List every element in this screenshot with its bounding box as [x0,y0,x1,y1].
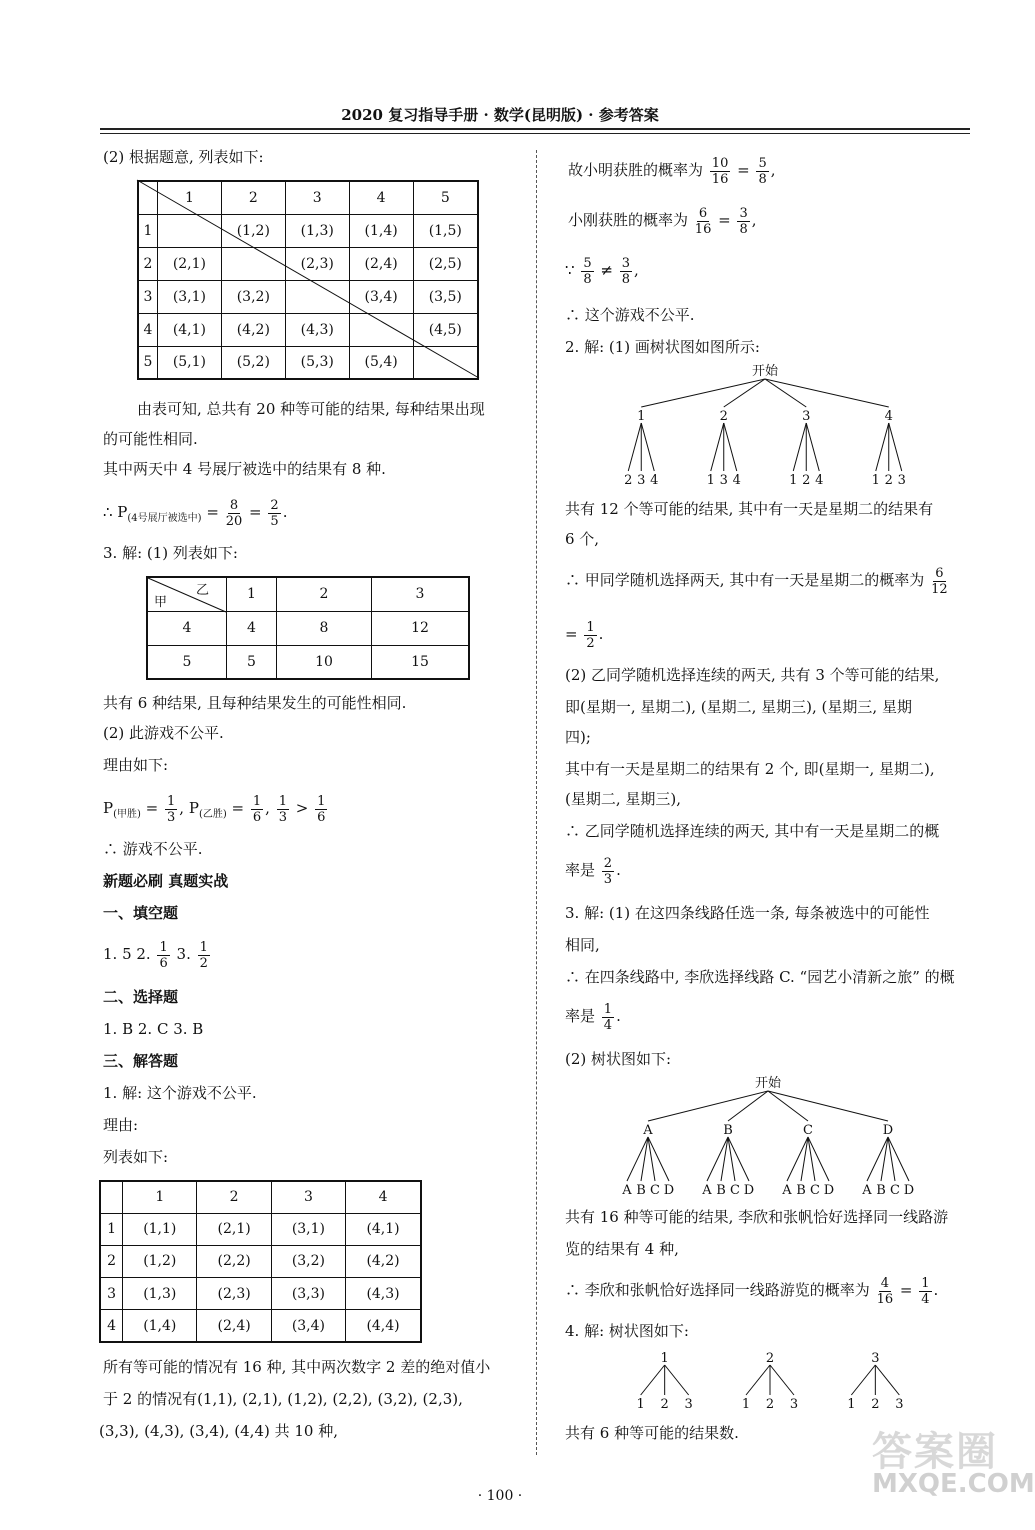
tree-edge [648,1091,768,1121]
table-cell: (1,2) [123,1245,197,1277]
tree-branch-label: C [803,1123,813,1138]
tree-edge [768,1091,888,1121]
fraction: $\frac{1}{2}$ [586,619,595,651]
choice-answers: 1. B 2. C 3. B [103,1020,204,1038]
tree-edge [765,379,889,407]
fraction: $\frac{3}{8}$ [739,205,748,237]
fraction: $\frac{4}{16}$ [876,1275,894,1307]
tree-diagram-1 [600,362,930,490]
row-header: 4 [138,313,157,346]
question-4-title: 4. 解: 树状图如下: [565,1322,689,1340]
prob-prefix: ∴ P [103,503,128,521]
tree-leaf-label: 2 [624,473,633,488]
text-line: 共有 6 种等可能的结果数. [565,1424,739,1442]
col-header: 3 [371,577,469,611]
tree-leaf-label: 4 [732,473,741,488]
probability-line: = $\frac{1}{2}$ . [565,619,604,651]
table-cell: 10 [277,645,372,679]
fraction: $\frac{8}{20}$ [225,497,243,529]
text-line: (星期二, 星期三), [565,790,682,808]
tree-leaf-label: D [743,1183,755,1198]
col-header [100,1181,123,1213]
tree-edge [876,423,889,471]
table-cell: (2,3) [197,1278,271,1310]
text-line: ∴ 这个游戏不公平. [565,306,695,324]
tree-branch-label: 1 [660,1351,669,1366]
tree-leaf-label: 2 [765,1397,775,1412]
table-cell: (4,3) [346,1278,421,1310]
col-header: 1 [227,577,277,611]
fraction: $\frac{1}{3}$ [167,793,176,825]
table-cell: (5,4) [349,346,413,379]
table-cell: (2,4) [349,247,413,280]
row-header: 2 [100,1245,123,1277]
row-header: 4 [147,611,227,645]
column-divider [536,150,537,1455]
table-cell: (2,5) [413,247,478,280]
text-line: (2) 树状图如下: [565,1050,672,1068]
text-line: 6 个, [565,530,600,548]
text-line: 览的结果有 4 种, [565,1240,679,1258]
table-cell: (2,1) [157,247,221,280]
tree-leaf-label: 1 [636,1397,645,1412]
tree-leaf-label: 2 [884,473,893,488]
text-line: 理由如下: [103,756,169,774]
table-cell: (2,2) [197,1245,271,1277]
text-line: 所有等可能的情况有 16 种, 其中两次数字 2 差的绝对值小 [103,1358,491,1376]
table-cell: (4,1) [157,313,221,346]
table-cell: (4,1) [346,1213,421,1245]
text-line: 的可能性相同. [103,430,198,448]
comparison-line: ∵ $\frac{5}{8}$ ≠ $\frac{3}{8}$ , [565,255,639,287]
tree-leaf-label: 3 [897,473,906,488]
table-cell: (4,3) [285,313,349,346]
table-cell: (1,2) [221,214,285,247]
tree-leaf-label: 3 [719,473,728,488]
text-line: ∴ 游戏不公平. [103,840,203,858]
table-cell: (5,1) [157,346,221,379]
tree-branch-label: 4 [884,409,893,424]
tree-leaf-label: C [730,1183,740,1198]
col-header: 3 [285,181,349,214]
fraction: $\frac{1}{6}$ [317,793,326,825]
col-header: 4 [349,181,413,214]
probability-line: 率是 $\frac{1}{4}$ . [565,1001,621,1033]
tree-leaf-label: 3 [789,1397,799,1412]
table-cell: (3,2) [221,280,285,313]
tree-branch-label: 3 [802,409,811,424]
tree-edge [793,423,806,471]
probability-line: 故小明获胜的概率为 $\frac{10}{16}$ = $\frac{5}{8}$ , [568,155,776,187]
col-header: 5 [413,181,478,214]
table-diagonal [137,180,479,378]
tree-branch-label: 3 [871,1351,880,1366]
table-cell: (1,1) [123,1213,197,1245]
text-line: 共有 12 个等可能的结果, 其中有一天是星期二的结果有 [565,500,934,518]
tree-leaf-label: B [876,1183,886,1198]
table-cell: 5 [227,645,277,679]
fraction: $\frac{1}{4}$ [921,1275,930,1307]
fraction: $\frac{6}{12}$ [931,565,948,597]
tree-leaf-label: B [636,1183,646,1198]
table-cell: (4,4) [346,1310,421,1342]
row-header: 2 [138,247,157,280]
tree-edge [628,423,641,471]
fill-answers: 1. 5 2. $\frac{1}{6}$ 3. $\frac{1}{2}$ [103,939,208,971]
table-cell: (3,1) [271,1213,345,1245]
tree-leaf-label: 1 [706,473,715,488]
col-header: 2 [197,1181,271,1213]
tree-branch-label: A [643,1123,653,1138]
tree-edge [889,423,902,471]
table-cell: (1,4) [123,1310,197,1342]
fraction: $\frac{10}{16}$ [711,155,729,187]
probability-line: 率是 $\frac{2}{3}$ . [565,855,621,887]
tree-edge [641,379,765,407]
table-cell: (2,3) [285,247,349,280]
col-header: 3 [271,1181,345,1213]
tree-diagram-3 [612,1350,928,1412]
fraction: $\frac{2}{3}$ [603,855,613,887]
row-header: 3 [138,280,157,313]
text-line: 共有 6 种结果, 且每种结果发生的可能性相同. [103,694,407,712]
text-line: 3. 解: (1) 在这四条线路任选一条, 每条被选中的可能性 [565,904,930,922]
tree-leaf-label: 1 [789,473,798,488]
tree-branch-label: 1 [637,409,646,424]
outcome-table-4x4 [99,1180,422,1343]
tree-edge [875,1365,899,1395]
probability-line: $P_{(甲胜)}$ = $\frac{1}{3}$ , $P_{(乙胜)}$ = $\frac{1}{6}$ , $\frac{1}{3}$ > $\frac{1}{6}$ [103,793,326,825]
col-header: 4 [346,1181,421,1213]
tree-edge [770,1365,794,1395]
table-cell: (5,2) [221,346,285,379]
row-header: 4 [100,1310,123,1342]
text-line: 其中有一天是星期二的结果有 2 个, 即(星期一, 星期二), [565,760,935,778]
tree-edge [711,423,724,471]
fraction: $\frac{1}{6}$ [159,939,168,971]
table-cell: (3,4) [349,280,413,313]
tree-leaf-label: 3 [895,1397,904,1412]
table-cell: (3,1) [157,280,221,313]
text-line: 于 2 的情况有(1,1), (2,1), (1,2), (2,2), (3,2), (2,3), [103,1390,463,1408]
col-header: 2 [221,181,285,214]
tree-branch-label: B [723,1123,733,1138]
tree-leaf-label: C [650,1183,660,1198]
table-cell: (3,5) [413,280,478,313]
row-header: 1 [138,214,157,247]
col-header: 1 [157,181,221,214]
sub-section-title: 三、解答题 [103,1052,179,1070]
table-cell: (3,4) [271,1310,345,1342]
tree-leaf-label: 3 [684,1397,693,1412]
tree-leaf-label: A [702,1183,712,1198]
table-cell: (1,4) [349,214,413,247]
tree-root-label: 开始 [751,364,779,379]
text-line: 其中两天中 4 号展厅被选中的结果有 8 种. [103,460,386,478]
tree-branch-label: D [882,1123,894,1138]
table-cell: (4,2) [221,313,285,346]
table-cell: (1,5) [413,214,478,247]
text-line: 四); [565,728,591,746]
probability-line: ∴ $P_{(4号展厅被选中)}$ = $\frac{8}{20}$ = $\frac{2}{5}$ . [103,497,288,529]
text-line: (3,3), (4,3), (3,4), (4,4) 共 10 种, [99,1422,339,1440]
fraction: $\frac{1}{4}$ [603,1001,613,1033]
text-line: (2) 此游戏不公平. [103,724,224,742]
tree-leaf-label: 2 [660,1397,669,1412]
table-cell: (2,1) [197,1213,271,1245]
fraction: $\frac{2}{5}$ [270,497,279,529]
table-cell: (1,3) [123,1278,197,1310]
tree-leaf-label: 4 [815,473,824,488]
row-header: 5 [138,346,157,379]
page-number: · 100 · [477,1488,523,1504]
tree-leaf-label: A [782,1183,792,1198]
tree-diagram-2 [608,1074,928,1198]
tree-branch-label: 2 [765,1351,775,1366]
fraction: $\frac{5}{8}$ [583,255,592,287]
tree-leaf-label: 1 [871,473,880,488]
p2-intro: (2) 根据题意, 列表如下: [103,148,264,166]
tree-leaf-label: 1 [741,1397,751,1412]
probability-line: 小刚获胜的概率为 $\frac{6}{16}$ = $\frac{3}{8}$ , [568,205,757,237]
text-line: 理由: [103,1116,139,1134]
table-cell: 4 [227,611,277,645]
table-cell: (3,2) [271,1245,345,1277]
fraction: $\frac{1}{2}$ [199,939,208,971]
tree-leaf-label: D [823,1183,835,1198]
text-line: 列表如下: [103,1148,169,1166]
table-cell: (4,5) [413,313,478,346]
question-2-title: 2. 解: (1) 画树状图如图所示: [565,338,760,356]
corner-cell: 甲 乙 [147,577,227,611]
fraction: $\frac{5}{8}$ [758,155,767,187]
text-line: 1. 解: 这个游戏不公平. [103,1084,257,1102]
tree-edge [641,423,654,471]
text-line: 共有 16 种等可能的结果, 李欣和张帆恰好选择同一线路游 [565,1208,949,1226]
text-line: 相同, [565,936,600,954]
row-header: 5 [147,645,227,679]
table-cell: (1,3) [285,214,349,247]
watermark-logo: 答案圈 MXQE.COM [872,1429,1035,1499]
table-cell: (5,3) [285,346,349,379]
text-line: ∴ 乙同学随机选择连续的两天, 其中有一天是星期二的概 [565,822,940,840]
probability-line: ∴ 李欣和张帆恰好选择同一线路游览的概率为 $\frac{4}{16}$ = $\frac{1}{4}$ . [565,1275,939,1307]
product-table [146,576,470,680]
col-header: 1 [123,1181,197,1213]
question-3-title: 3. 解: (1) 列表如下: [103,544,238,562]
text-line: ∴ 在四条线路中, 李欣选择线路 C. “园艺小清新之旅” 的概 [565,968,955,986]
row-header: 3 [100,1278,123,1310]
table-cell: 8 [277,611,372,645]
tree-edge [806,423,819,471]
tree-branch-label: 2 [719,409,728,424]
fraction: $\frac{3}{8}$ [621,255,631,287]
tree-leaf-label: 3 [637,473,646,488]
tree-leaf-label: 1 [847,1397,856,1412]
col-header: 2 [277,577,372,611]
fraction: $\frac{1}{3}$ [278,793,287,825]
row-header: 1 [100,1213,123,1245]
tree-edge [724,423,737,471]
page-header: 2020 复习指导手册 · 数学(昆明版) · 参考答案 [341,106,659,124]
tree-edge [641,1365,665,1395]
section-title: 新题必刷 真题实战 [103,872,229,890]
tree-leaf-label: 4 [650,473,659,488]
table-cell: (4,2) [346,1245,421,1277]
sub-section-title: 一、填空题 [103,904,179,922]
probability-line: ∴ 甲同学随机选择两天, 其中有一天是星期二的概率为 $\frac{6}{12}$ [565,565,948,597]
tree-leaf-label: C [810,1183,820,1198]
fraction: $\frac{1}{6}$ [252,793,262,825]
tree-leaf-label: 2 [871,1397,880,1412]
table-cell: 15 [371,645,469,679]
tree-leaf-label: D [663,1183,675,1198]
text-line: 即(星期一, 星期二), (星期二, 星期三), (星期三, 星期 [565,698,912,716]
tree-edge [851,1365,875,1395]
header-rule-thin [100,133,970,134]
text-line: (2) 乙同学随机选择连续的两天, 共有 3 个等可能的结果, [565,666,940,684]
tree-leaf-label: C [890,1183,900,1198]
tree-edge [746,1365,770,1395]
sub-section-title: 二、选择题 [103,988,179,1006]
tree-leaf-label: B [796,1183,806,1198]
table-cell: (2,4) [197,1310,271,1342]
text-line: 由表可知, 总共有 20 种等可能的结果, 每种结果出现 [137,400,485,418]
fraction: $\frac{6}{16}$ [694,205,712,237]
table-cell: 12 [371,611,469,645]
prob-eq: = [206,503,219,521]
prob-sub: (4号展厅被选中) [127,513,202,524]
tree-leaf-label: D [903,1183,915,1198]
tree-leaf-label: 2 [802,473,811,488]
tree-leaf-label: A [862,1183,872,1198]
tree-leaf-label: B [716,1183,726,1198]
tree-edge [665,1365,689,1395]
tree-leaf-label: A [622,1183,632,1198]
tree-root-label: 开始 [754,1076,782,1091]
table-cell: (3,3) [271,1278,345,1310]
header-rule [100,128,970,130]
